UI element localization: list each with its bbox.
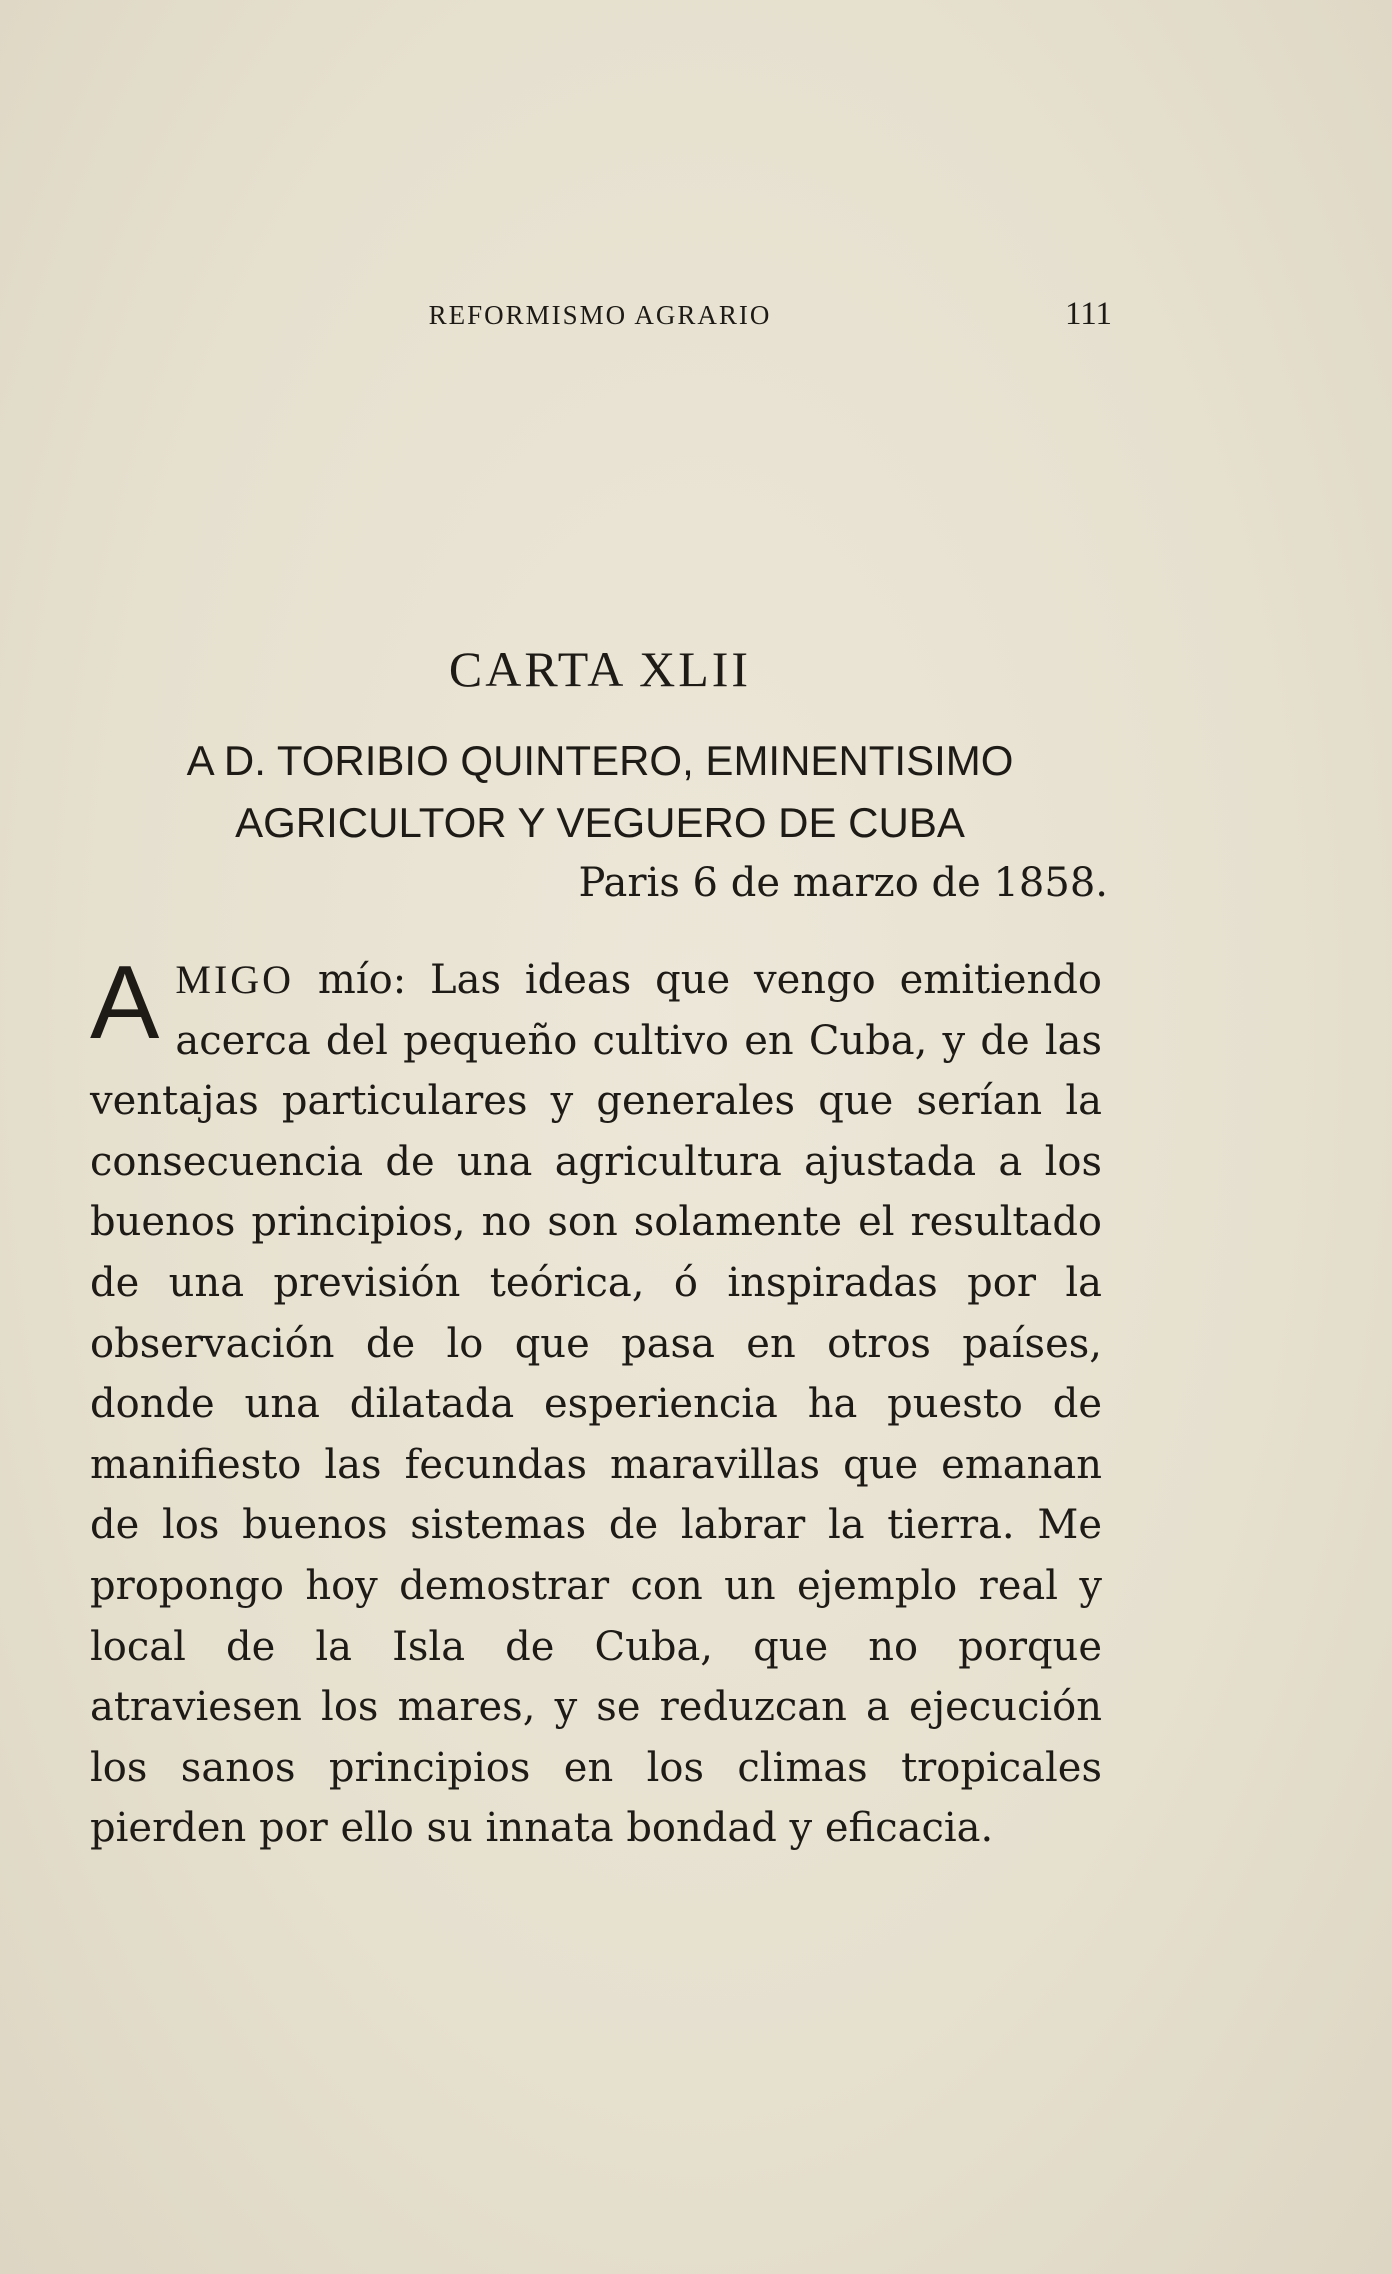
letter-body [90, 945, 1102, 1859]
addressee-line: A D. TORIBIO QUINTERO, EMINENTISIMO [186, 737, 1014, 784]
addressee-line: AGRICULTOR Y VEGUERO DE CUBA [235, 799, 965, 846]
page-number: 111 [1064, 296, 1112, 332]
first-word: MIGO [175, 957, 295, 1002]
chapter-title: CARTA XLII [448, 641, 752, 697]
addressee-block [90, 730, 1110, 854]
running-head: REFORMISMO AGRARIO [428, 300, 772, 330]
page-header [90, 296, 1110, 346]
drop-cap: A [90, 945, 160, 1061]
dateline: Paris 6 de marzo de 1858. [578, 860, 1108, 906]
body-paragraph: mío: Las ideas que vengo emitiendo acerca del pequeño cultivo en Cuba, y de las ventajas particulares y generales que serían la consecuencia de una agricultura ajustada a los buenos principios, no son solamente el resultado de una previsión teórica, ó inspiradas por la observación de lo que pasa en otros países, donde una dilatada esperiencia ha puesto de manifiesto las fecundas maravillas que emanan de los buenos sistemas de labrar la tierra. Me propongo hoy demostrar con un ejemplo real y local de la Isla de Cuba, que no porque atraviesen los mares, y se reduzcan a ejecución los sanos principios en los climas tropicales pierden por ello su innata bondad y eficacia. [90, 957, 1102, 1852]
